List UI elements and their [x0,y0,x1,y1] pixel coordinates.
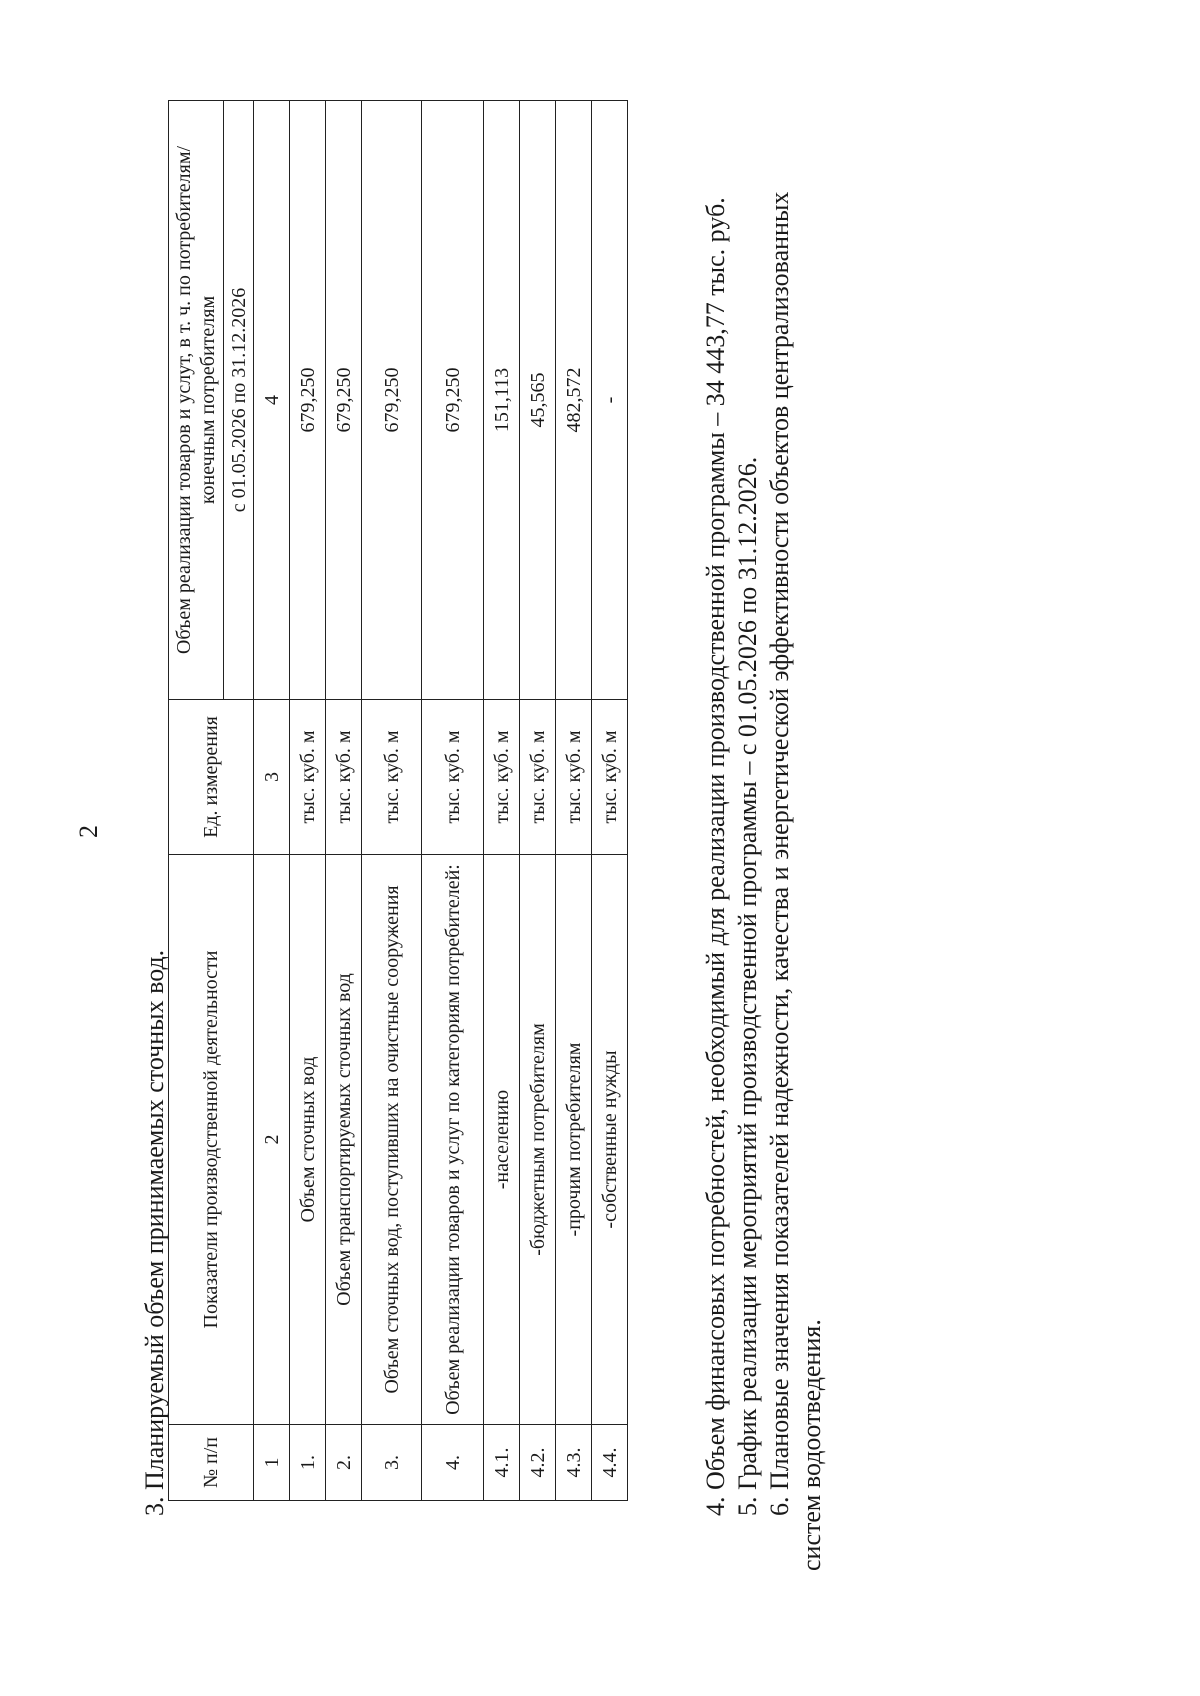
number-cell: 1 [254,1425,290,1501]
number-cell: 4 [254,101,290,700]
cell-num: 4. [422,1425,484,1501]
cell-num: 2. [326,1425,362,1501]
cell-name: -бюджетным потребителям [520,855,556,1425]
paragraph-4: 4. Объем финансовых потребностей, необходимый для реализации производственной программы – 34 443,77 тыс. руб. [701,197,730,1516]
number-cell: 2 [254,855,290,1425]
table-number-row [254,101,290,1501]
cell-unit: тыс. куб. м [422,700,484,855]
table-header-row [169,101,224,1501]
wastewater-table [168,100,628,1501]
cell-unit: тыс. куб. м [520,700,556,855]
paragraph-5: 5. График реализации мероприятий производственной программы – с 01.05.2026 по 31.12.2026. [733,456,762,1516]
cell-num: 3. [362,1425,422,1501]
cell-value: 679,250 [362,101,422,700]
table-row [326,101,362,1501]
header-indicator: Показатели производственной деятельности [169,855,254,1425]
table-row [290,101,326,1501]
page-number: 2 [74,825,103,838]
header-period: с 01.05.2026 по 31.12.2026 [224,101,254,700]
header-unit: Ед. измерения [169,700,254,855]
cell-value: 151,113 [484,101,520,700]
cell-name: -прочим потребителям [556,855,592,1425]
table-row [556,101,592,1501]
table-row [362,101,422,1501]
table-row [520,101,556,1501]
cell-num: 4.1. [484,1425,520,1501]
cell-unit: тыс. куб. м [362,700,422,855]
cell-name: Объем реализации товаров и услуг по категориям потребителей: [422,855,484,1425]
cell-value: 482,572 [556,101,592,700]
cell-num: 1. [290,1425,326,1501]
paragraph-6-continued: систем водоотведения. [797,1319,826,1571]
cell-unit: тыс. куб. м [592,700,628,855]
cell-num: 4.2. [520,1425,556,1501]
number-cell: 3 [254,700,290,855]
cell-num: 4.4. [592,1425,628,1501]
cell-value: - [592,101,628,700]
header-num: № п/п [169,1425,254,1501]
cell-value: 45,565 [520,101,556,700]
table-row [484,101,520,1501]
cell-value: 679,250 [422,101,484,700]
cell-name: Объем транспортируемых сточных вод [326,855,362,1425]
table-row [592,101,628,1501]
section-title: 3. Планируемый объем принимаемых сточных вод. [140,949,169,1516]
cell-name: -населению [484,855,520,1425]
cell-num: 4.3. [556,1425,592,1501]
paragraph-6: 6. Плановые значения показателей надежности, качества и энергетической эффективности объектов централизованных [765,191,794,1516]
cell-name: Объем сточных вод, поступивших на очистные сооружения [362,855,422,1425]
cell-unit: тыс. куб. м [556,700,592,855]
cell-value: 679,250 [326,101,362,700]
cell-name: -собственные нужды [592,855,628,1425]
cell-unit: тыс. куб. м [484,700,520,855]
header-volume: Объем реализации товаров и услут, в т. ч. по потребителям/ конечным потребителям [169,101,224,700]
cell-unit: тыс. куб. м [326,700,362,855]
cell-unit: тыс. куб. м [290,700,326,855]
cell-value: 679,250 [290,101,326,700]
cell-name: Объем сточных вод [290,855,326,1425]
table-row [422,101,484,1501]
